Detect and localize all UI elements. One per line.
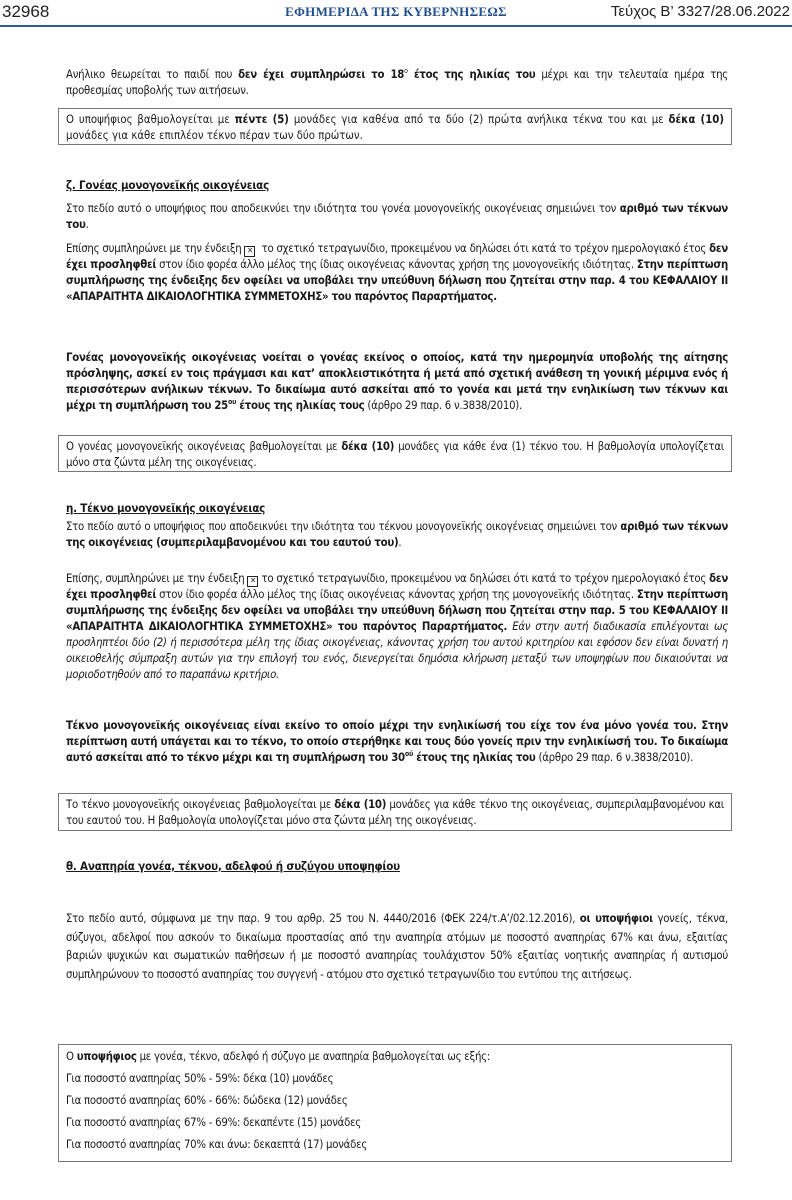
section-h-p2: Επίσης, συμπληρώνει με την ένδειξη ✕ το σχετικό τετραγωνίδιο, προκειμένου να δηλώσει ότι κατά το τρέχον ημερολογιακό έτος δεν έχει προσληφθεί στον ίδιο φορέα άλλο μέλος της ίδιας οικογένειας κάνοντας χρήση της μονογονεϊκής ιδιότητας. Στην περίπτωση συμπλήρωσης της ένδειξης δεν οφείλει να υποβάλει την υπεύθυνη δήλωση που ζητείται στην παρ. 5 του ΚΕΦΑΛΑΙΟΥ ΙΙ «ΑΠΑΡΑΙΤΗΤΑ ΔΙΚΑΙΟΛΟΓΗΤΙΚΑ ΣΥΜΜΕΤΟΧΗΣ» του παρόντος Παραρτήματος. Εάν στην αυτή διαδικασία επιλέγονται ως προσληπτέοι δύο (2) ή περισσότερα μέλη της ίδιας οικογένειας, κάνοντας χρήση του αυτού κριτηρίου και εφόσον δεν είναι δυνατή η οικειοθελής σύμπραξη αυτών για την επιλογή του ενός, διενεργείται δημόσια κλήρωση μεταξύ των υποψηφίων που δικαιούνται να μοριοδοτηθούν από το παραπάνω κριτήριο. [66,572,729,681]
section-h [66,500,728,516]
intro-score-box: Ο υποψήφιος βαθμολογείται με πέντε (5) μονάδες για καθένα από τα δύο (2) πρώτα ανήλικα τέκνα του και με δέκα (10) μονάδες για κάθε επιπλέον τέκνο πέραν των δύο πρώτων. [58,108,732,145]
section-z-p1: Στο πεδίο αυτό ο υποψήφιος που αποδεικνύει την ιδιότητα του γονέα μονογονεϊκής οικογένειας σημειώνει τον αριθμό των τέκνων του. [66,202,728,231]
section-th [66,858,728,874]
score-item: Για ποσοστό αναπηρίας 60% - 66%: δώδεκα (12) μονάδες [66,1094,348,1107]
score-item: Για ποσοστό αναπηρίας 67% - 69%: δεκαπέντε (15) μονάδες [66,1116,361,1129]
section-th-p1: Στο πεδίο αυτό, σύμφωνα με την παρ. 9 του αρθρ. 25 του Ν. 4440/2016 (ΦΕΚ 224/τ.Α’/02.12.2016), οι υποψήφιοι γονείς, τέκνα, σύζυγοι, αδελφοί που ασκούν το δικαίωμα προστασίας από την αναπηρία ατόμων με ποσοστό αναπηρίας 67% και άνω, εξαιτίας βαριών ψυχικών και σωματικών παθήσεων ή με ποσοστό αναπηρίας τουλάχιστον 50% εξαιτίας νοητικής αναπηρίας ή αυτισμού συμπληρώνουν το ποσοστό αναπηρίας του συγγενή - ατόμου στο σχετικό τετραγωνίδιο του εντύπου της αιτήσεως. [66,912,729,981]
header-rule [0,25,792,27]
score-item: Για ποσοστό αναπηρίας 50% - 59%: δέκα (10) μονάδες [66,1072,334,1085]
section-h-p1: Στο πεδίο αυτό ο υποψήφιος που αποδεικνύει την ιδιότητα του τέκνου μονογονεϊκής οικογένειας σημειώνει τον αριθμό των τέκνων της οικογένειας (συμπεριλαμβανομένου και του εαυτού του). [66,520,728,549]
checkbox-x-icon: ✕ [244,246,255,257]
section-z-p3: Γονέας μονογονεϊκής οικογένειας νοείται ο γονέας εκείνος ο οποίος, κατά την ημερομηνία υποβολής της αίτησης πρόσληψης, ασκεί εν τοις πράγμασι και κατ’ αποκλειστικότητα ή μετά από σχετική ανάθεση τη γονική μέριμνα ενός ή περισσότερων ανήλικων τέκνων. Το δικαίωμα αυτό ασκείται από το γονέα και μετά την ενηλικίωση των τέκνων και μέχρι τη συμπλήρωση του $25^{o\upsilon}$ έτους της ηλικίας τους (άρθρο 29 παρ. 6 ν.3838/2010). [66,351,728,412]
page-header [0,0,792,24]
section-h-heading: η. Τέκνο μονογονεϊκής οικογένειας [66,501,266,515]
section-h-p3: Τέκνο μονογονεϊκής οικογένειας είναι εκείνο το οποίο μέχρι την ενηλικίωσή του είχε τον ένα μόνο γονέα του. Στην περίπτωση αυτή υπάγεται και το τέκνο, το οποίο στερήθηκε και τους δύο γονείς πριν την ενηλικίωσή του. Το δικαίωμα αυτό ασκείται από το τέκνο μέχρι και τη συμπλήρωση του $30^{oύ}$ έτους της ηλικίας του (άρθρο 29 παρ. 6 ν.3838/2010). [66,719,728,764]
section-z-heading: ζ. Γονέας μονογονεϊκής οικογένειας [66,178,270,192]
section-th-score-box [58,1044,732,1162]
gazette-title: ΕΦΗΜΕΡΙΔΑ ΤΗΣ ΚΥΒΕΡΝΗΣΕΩΣ [285,4,507,19]
section-z-p2: Επίσης συμπληρώνει με την ένδειξη ✕ το σχετικό τετραγωνίδιο, προκειμένου να δηλώσει ότι κατά το τρέχον ημερολογιακό έτος δεν έχει προσληφθεί στον ίδιο φορέα άλλο μέλος της ίδιας οικογένειας κάνοντας χρήση της μονογονεϊκής ιδιότητας. Στην περίπτωση συμπλήρωσης της ένδειξης δεν οφείλει να υποβάλει την υπεύθυνη δήλωση που ζητείται στην παρ. 4 του ΚΕΦΑΛΑΙΟΥ ΙΙ «ΑΠΑΡΑΙΤΗΤΑ ΔΙΚΑΙΟΛΟΓΗΤΙΚΑ ΣΥΜΜΕΤΟΧΗΣ» του παρόντος Παραρτήματος. [66,242,728,303]
section-h-score-box: Το τέκνο μονογονεϊκής οικογένειας βαθμολογείται με δέκα (10) μονάδες για κάθε τέκνο της οικογένειας, συμπεριλαμβανομένου και του εαυτού του. Η βαθμολογία υπολογίζεται μόνο στα ζώντα μέλη της οικογένειας. [58,793,732,831]
score-intro: Ο υποψήφιος με γονέα, τέκνο, αδελφό ή σύζυγο με αναπηρία βαθμολογείται ως εξής: [66,1050,491,1063]
checkbox-x-icon: ✕ [247,576,258,587]
issue-number: Τεύχος Β’ 3327/28.06.2022 [610,3,790,20]
section-z [66,177,728,193]
section-th-heading: θ. Αναπηρία γονέα, τέκνου, αδελφού ή συζύγου υποψηφίου [66,859,400,873]
score-item: Για ποσοστό αναπηρίας 70% και άνω: δεκαεπτά (17) μονάδες [66,1138,368,1151]
page-number: 32968 [2,2,50,21]
intro-paragraph: Ανήλικο θεωρείται το παιδί που δεν έχει συμπληρώσει το $18^o$ έτος της ηλικίας του μέχρι και την τελευταία ημέρα της προθεσμίας υποβολής των αιτήσεων. [66,67,729,97]
section-z-score-box: Ο γονέας μονογονεϊκής οικογένειας βαθμολογείται με δέκα (10) μονάδες για κάθε ένα (1) τέκνο του. Η βαθμολογία υπολογίζεται μόνο στα ζώντα μέλη της οικογένειας. [58,435,732,472]
